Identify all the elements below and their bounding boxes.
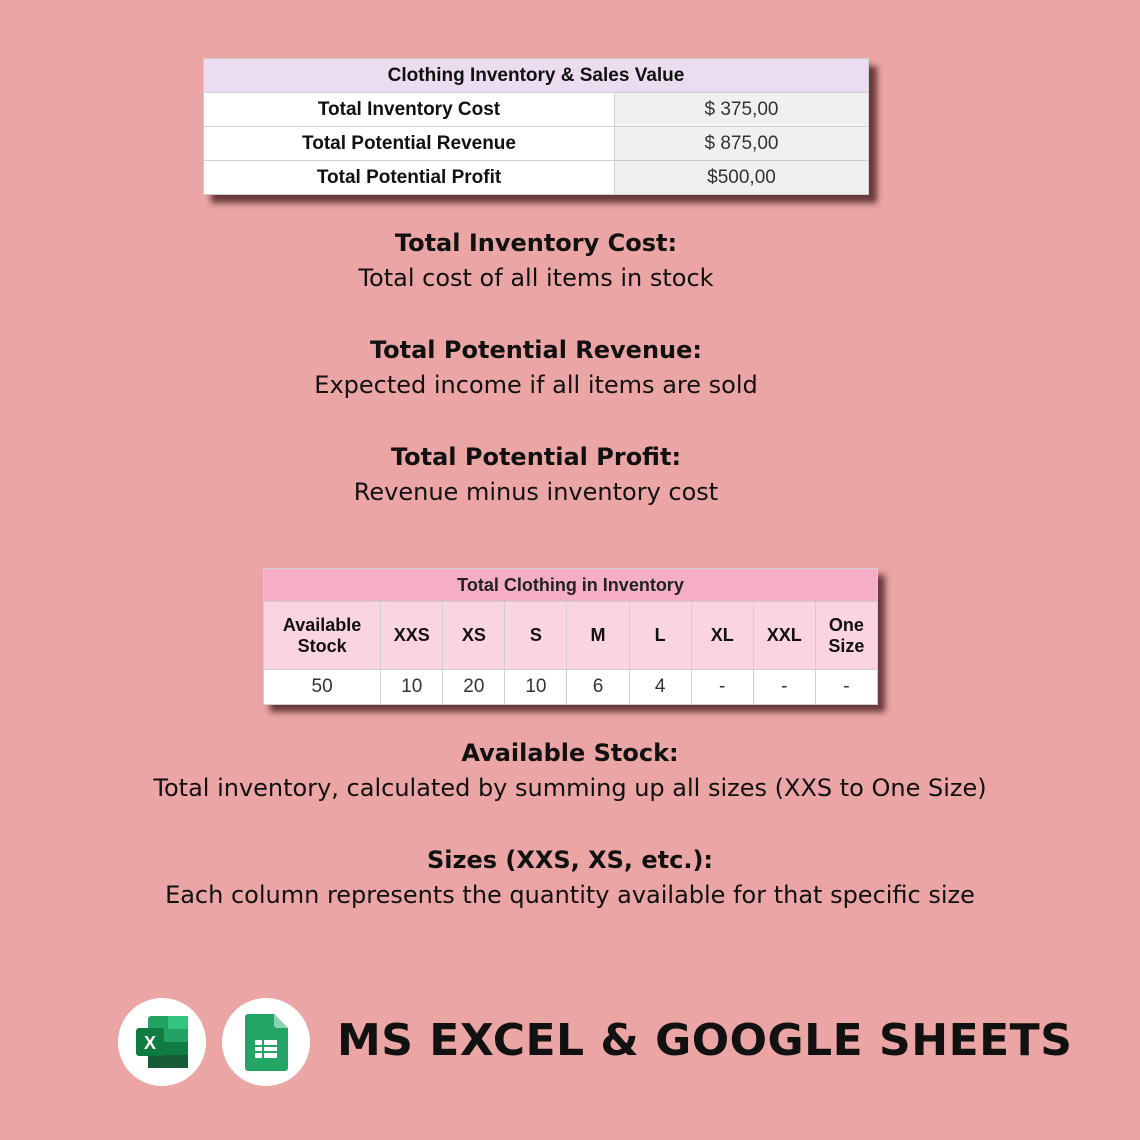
stock-value: 4: [629, 670, 691, 705]
column-header: XS: [443, 602, 505, 670]
column-header: M: [567, 602, 629, 670]
explain-text: Total inventory, calculated by summing up all sizes (XXS to One Size): [153, 774, 987, 802]
explain-potential-profit: [0, 440, 1072, 510]
explain-title: Available Stock:: [461, 739, 679, 767]
column-header: L: [629, 602, 691, 670]
table-row: [204, 161, 869, 195]
stock-value: 10: [381, 670, 443, 705]
explain-title: Total Inventory Cost:: [394, 229, 678, 257]
footer-text: MS EXCEL & GOOGLE SHEETS: [337, 1015, 1073, 1066]
sales-value-table: [203, 58, 869, 195]
table-title: Total Clothing in Inventory: [264, 569, 878, 602]
explain-title: Sizes (XXS, XS, etc.):: [426, 846, 714, 874]
row-label: Total Potential Profit: [204, 161, 615, 195]
explain-sizes: [0, 843, 1140, 913]
stock-value: 50: [264, 670, 381, 705]
stock-value: -: [815, 670, 877, 705]
column-header: One Size: [815, 602, 877, 670]
explain-available-stock: [0, 736, 1140, 806]
column-header: XXL: [753, 602, 815, 670]
stock-value: 10: [505, 670, 567, 705]
inventory-table: [263, 568, 878, 705]
explain-potential-revenue: [0, 333, 1072, 403]
column-header: XXS: [381, 602, 443, 670]
table-row: [204, 127, 869, 161]
explain-title: Total Potential Profit:: [390, 443, 682, 471]
explain-text: Each column represents the quantity available for that specific size: [165, 881, 975, 909]
stock-value: 20: [443, 670, 505, 705]
table-row: [204, 93, 869, 127]
column-header: S: [505, 602, 567, 670]
google-sheets-icon: [222, 998, 310, 1086]
row-value: $500,00: [615, 161, 869, 195]
stock-value: -: [691, 670, 753, 705]
explain-inventory-cost: [0, 226, 1072, 296]
row-value: $ 875,00: [615, 127, 869, 161]
stock-value: 6: [567, 670, 629, 705]
row-label: Total Potential Revenue: [204, 127, 615, 161]
table-title: Clothing Inventory & Sales Value: [204, 59, 869, 93]
stock-value: -: [753, 670, 815, 705]
row-label: Total Inventory Cost: [204, 93, 615, 127]
explain-title: Total Potential Revenue:: [369, 336, 703, 364]
explain-text: Revenue minus inventory cost: [353, 478, 719, 506]
column-header: XL: [691, 602, 753, 670]
explain-text: Total cost of all items in stock: [358, 264, 714, 292]
excel-icon: [118, 998, 206, 1086]
svg-text:X: X: [143, 1033, 157, 1053]
row-value: $ 375,00: [615, 93, 869, 127]
explain-text: Expected income if all items are sold: [314, 371, 758, 399]
column-header: Available Stock: [264, 602, 381, 670]
